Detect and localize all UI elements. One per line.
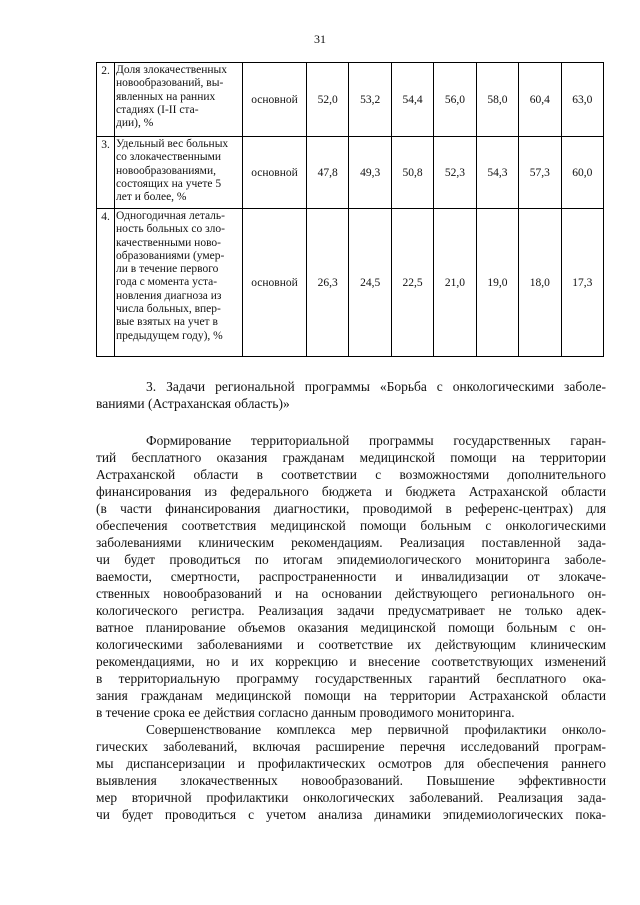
value-cell: 60,0 <box>561 137 603 209</box>
value-cell: 53,2 <box>349 63 391 137</box>
section-heading: 3. Задачи региональной программы «Борьба с онкологическими заболе- ваниями (Астраханская область)» <box>96 379 606 411</box>
row-number: 3. <box>97 137 115 209</box>
table-row <box>97 63 604 137</box>
value-cell: 26,3 <box>307 209 349 357</box>
value-cell: 63,0 <box>561 63 603 137</box>
value-cell: 24,5 <box>349 209 391 357</box>
page-number: 31 <box>314 32 326 46</box>
value-cell: 47,8 <box>307 137 349 209</box>
table-row <box>97 209 604 357</box>
indicator-type: основной <box>243 209 307 357</box>
indicator-name: Доля злокачественных новообразований, вы- явленных на ранних стадиях (I-II ста- дии), % <box>115 63 243 137</box>
row-number: 2. <box>97 63 115 137</box>
value-cell: 54,4 <box>391 63 433 137</box>
value-cell: 18,0 <box>519 209 561 357</box>
indicator-type: основной <box>243 63 307 137</box>
paragraph-prevention: Совершенствование комплекса мер первичной профилактики онколо- гических заболеваний, включая расширение перечня исследований програм- мы диспансеризации и профилактических осмотров для обеспечения раннего выявления злокачественных новообразований. Повышение эффективности мер вторичной профилактики онкологических заболеваний. Реализация зада- чи будет проводиться с учетом анализа динамики эпидемиологических пока- <box>96 722 606 822</box>
paragraph-tasks: Формирование территориальной программы государственных гаран- тий бесплатного оказания гражданам медицинской помощи на территории Астраханской области в соответствии с возможностями дополнительного финансирования из федерального бюджета и бюджета Астраханской области (в части финансирования диагностики, проводимой в референс-центрах) для обеспечения соответствия медицинской помощи больным с онкологическими заболеваниями клиническим рекомендациям. Реализация поставленной зада- чи будет проводиться по итогам эпидемиологического мониторинга заболе- ваемости, смертности, распространенности и инвалидизации от злокаче- ственных новообразований и на основании действующего регионального он- кологического регистра. Реализация задачи предусматривает не только адек- ватное планирование объемов оказания медицинской помощи больным с он- кологическими заболеваниями и соответствие их действующим клиническим рекомендациями, но и их коррекцию и внесение соответствующих изменений в территориальную программу государственных гарантий бесплатного ока- зания гражданам медицинской помощи на территории Астраханской области в течение срока ее действия согласно данным проводимого мониторинга. <box>96 433 606 720</box>
indicators-table <box>96 62 604 357</box>
table-row <box>97 137 604 209</box>
value-cell: 52,3 <box>434 137 476 209</box>
value-cell: 49,3 <box>349 137 391 209</box>
row-number: 4. <box>97 209 115 357</box>
indicator-type: основной <box>243 137 307 209</box>
value-cell: 52,0 <box>307 63 349 137</box>
value-cell: 57,3 <box>519 137 561 209</box>
indicator-name: Одногодичная леталь- ность больных со зло- качественными ново- образованиями (умер- ли в течение первого года с момента уста- новления диагноза из числа больных, впер- вые взятых на учет в предыдущем году), % <box>115 209 243 357</box>
value-cell: 50,8 <box>391 137 433 209</box>
value-cell: 56,0 <box>434 63 476 137</box>
value-cell: 21,0 <box>434 209 476 357</box>
indicator-name: Удельный вес больных со злокачественными новообразованиями, состоящих на учете 5 лет и более, % <box>115 137 243 209</box>
value-cell: 22,5 <box>391 209 433 357</box>
value-cell: 60,4 <box>519 63 561 137</box>
value-cell: 58,0 <box>476 63 518 137</box>
value-cell: 54,3 <box>476 137 518 209</box>
value-cell: 19,0 <box>476 209 518 357</box>
value-cell: 17,3 <box>561 209 603 357</box>
